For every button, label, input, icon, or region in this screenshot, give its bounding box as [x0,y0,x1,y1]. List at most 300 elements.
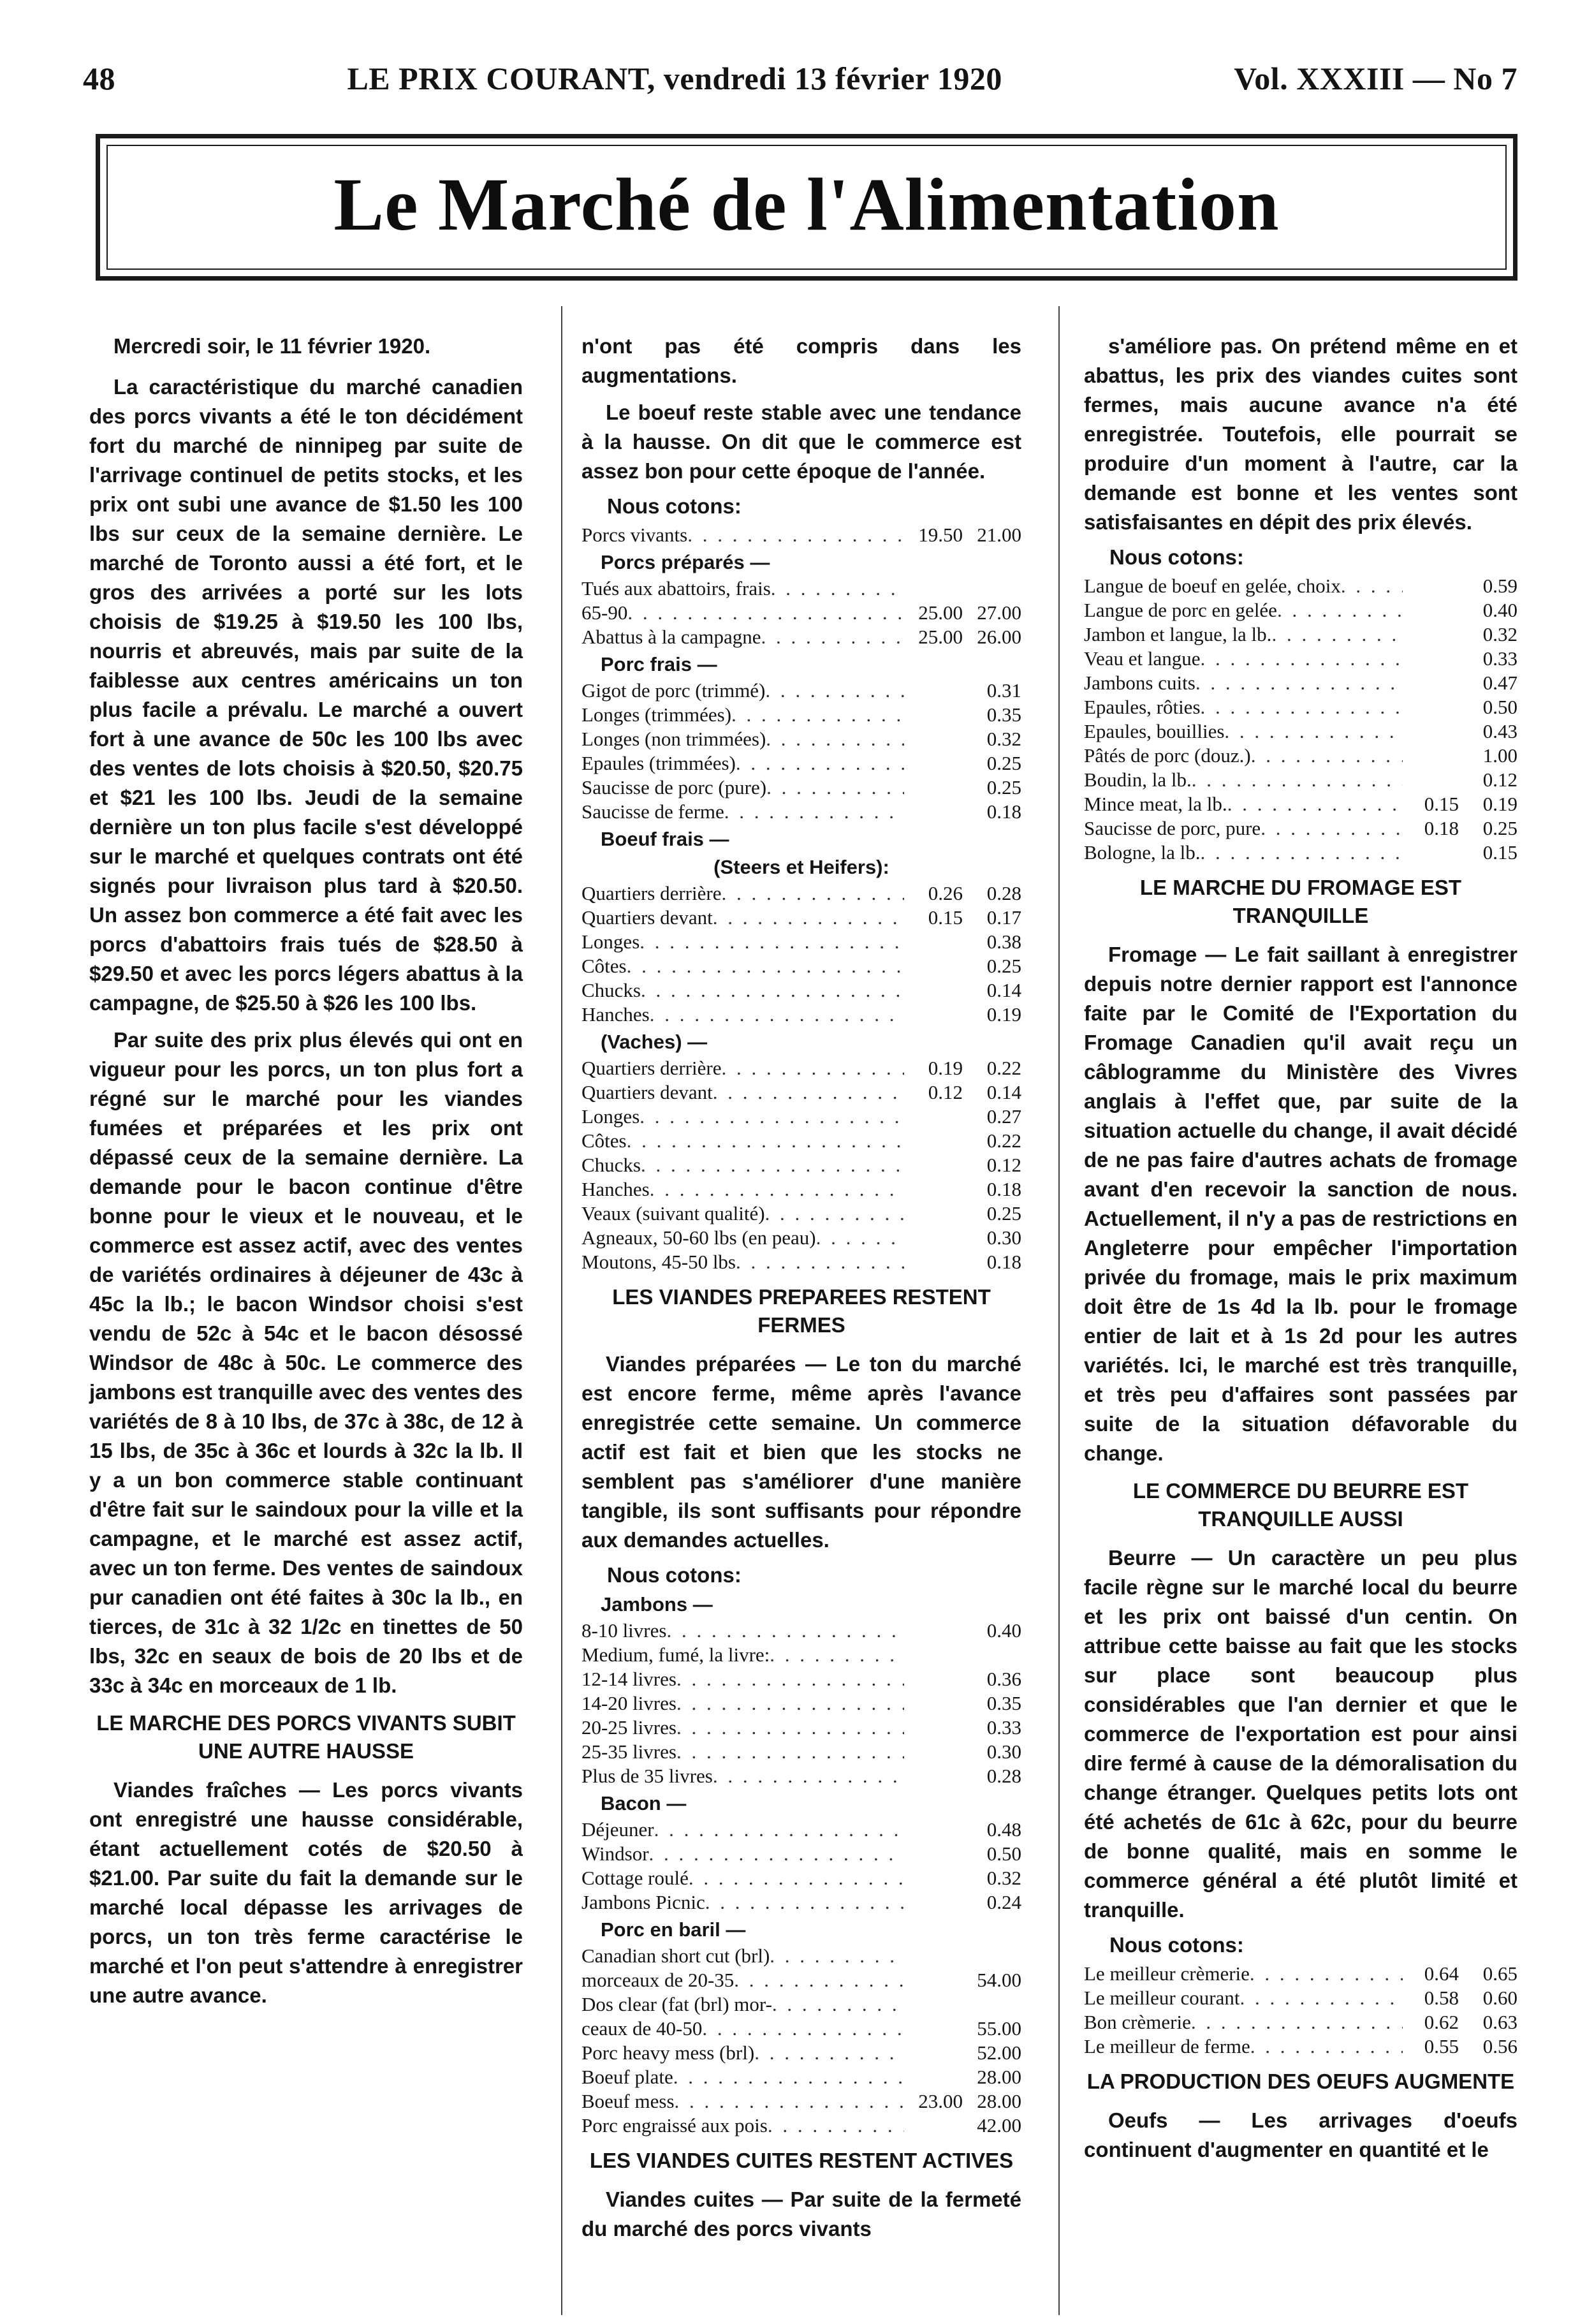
price-label: Déjeuner [581,1818,654,1841]
leader-dots [676,1716,904,1740]
leader-dots [1224,719,1403,744]
price-label: Veaux (suivant qualité) [581,1202,765,1225]
leader-dots [673,2065,904,2089]
leader-dots [689,1866,904,1890]
price-row [581,1716,1021,1740]
leader-dots [724,800,904,824]
leader-dots [676,1667,904,1691]
price-row [581,1842,1021,1866]
paragraph: Oeufs — Les arrivages d'oeufs continuent d'augmenter en quantité et le [1084,2108,1517,2161]
price-label: 14-20 livres [581,1692,676,1714]
price-label: Canadian short cut (brl) [581,1945,770,1967]
article-heading: LE COMMERCE DU BEURRE EST TRANQUILLE AUSSI [1132,1479,1469,1531]
leader-dots [770,1944,904,1968]
price-list [581,1944,1021,2138]
price-row [581,800,1021,824]
leader-dots [702,2017,904,2041]
leader-dots [627,1129,904,1153]
price-label: Longes (non trimmées) [581,728,766,750]
price-high: 0.18 [986,800,1021,823]
price-high: 0.18 [986,1178,1021,1200]
price-label: Jambon et langue, la lb. [1084,623,1272,645]
column-divider [1058,306,1060,2315]
price-label: Gigot de porc (trimmé) [581,679,766,702]
price-row [581,1866,1021,1890]
price-row [581,1202,1021,1226]
price-high: 28.00 [977,2066,1021,2088]
column-2 [581,332,1021,2251]
leader-dots [641,978,904,1003]
price-high: 26.00 [977,626,1021,648]
price-high: 0.14 [986,979,1021,1001]
price-list [581,881,1021,1027]
price-low: 25.00 [918,626,963,648]
leader-dots [666,1619,904,1643]
dateline: Mercredi soir, le 11 février 1920. [113,334,431,358]
price-high: 0.40 [986,1619,1021,1642]
price-low: 0.18 [1424,817,1459,839]
price-row [581,1080,1021,1105]
paragraph: s'améliore pas. On prétend même en et abattus, les prix des viandes cuites sont fermes, mais aucune avance n'a été enregistrée. Toutefois, elle pourrait se produire d'un moment à l'autre, car la demande est bonne et les ventes sont satisfaisantes en dépit des prix élevés. [1084,334,1517,534]
price-row [581,906,1021,930]
price-high: 0.28 [986,882,1021,904]
price-row [581,1667,1021,1691]
price-high: 0.22 [986,1129,1021,1152]
leader-dots [675,2089,904,2114]
price-label: Saucisse de ferme [581,800,724,823]
price-high: 0.30 [986,1226,1021,1249]
price-list [581,1818,1021,1915]
paragraph: Viandes préparées — Le ton du marché est encore ferme, même après l'avance enregistrée cette semaine. Un commerce actif est fait et bien que les stocks ne semblent pas s'améliorer d'une manière tangible, ils sont suffisants pour répondre aux demandes actuelles. [581,1352,1021,1552]
price-low: 0.55 [1424,2035,1459,2057]
running-header [83,50,1517,107]
leader-dots [1341,574,1403,598]
paragraph: La caractéristique du marché canadien des porcs vivants a été le ton décidément fort du marché de ninnipeg par suite de l'arrivage continuel de petits stocks, et les prix ont subi une avance de $1.50 les 100 lbs sur ceux de la semaine dernière. Le marché de Toronto aussi a été fort, et le gros des arrivées a porté sur les lots choisis de $19.25 à $19.50 les 100 lbs, nourris et abreuvés, mais par suite de la faiblesse aux centres américains un ton plus facile a prévalu. Le marché a ouvert fort à une avance de 50c les 100 lbs avec des ventes de lots choisis à $20.50, $20.75 et $21 les 100 lbs. Jeudi de la semaine dernière un ton plus facile s'est développé sur le marché et quelques contrats ont été signés pour livraison plus tard à $20.50. Un assez bon commerce a été fait avec les porcs d'abattoirs frais tués de $28.50 à $29.50 et avec les porcs légers abattus à la campagne, de $25.50 à $26 les 100 lbs. [89,375,523,1015]
price-row [1084,574,1517,598]
column-3 [1084,332,1517,2172]
price-label: Côtes [581,955,627,977]
price-high: 21.00 [977,524,1021,546]
leader-dots [1250,1962,1403,1986]
price-row [581,1968,1021,1992]
leader-dots [721,1056,904,1080]
price-high: 0.65 [1482,1962,1517,1985]
price-row [581,776,1021,800]
leader-dots [766,776,904,800]
price-label: Pâtés de porc (douz.) [1084,744,1251,767]
article-heading: LES VIANDES PREPAREES RESTENT FERMES [612,1285,991,1337]
price-high: 0.25 [986,776,1021,798]
price-label: Saucisse de porc (pure) [581,776,767,798]
price-high: 0.25 [986,1202,1021,1225]
price-label: Mince meat, la lb. [1084,793,1227,815]
price-row [1084,768,1517,792]
price-label: Porc engraissé aux pois [581,2114,768,2136]
price-high: 0.35 [986,703,1021,726]
price-low: 25.00 [918,601,963,624]
price-label: 65-90 [581,601,628,624]
price-row [581,679,1021,703]
price-label: Côtes [581,1129,627,1152]
price-high: 1.00 [1482,744,1517,767]
price-high: 0.15 [1482,841,1517,864]
price-label: Langue de porc en gelée [1084,599,1277,621]
leader-dots [1201,841,1403,865]
price-list [581,577,1021,649]
leader-dots [676,1740,904,1764]
price-row [1084,792,1517,816]
price-list [581,1619,1021,1788]
price-row [581,2065,1021,2089]
price-list [1084,1962,1517,2059]
price-row [1084,598,1517,622]
price-row [581,881,1021,906]
leader-dots [713,906,904,930]
price-label: Agneaux, 50-60 lbs (en peau) [581,1226,816,1249]
price-row [581,1250,1021,1274]
leader-dots [641,1153,904,1177]
price-high: 0.27 [986,1105,1021,1128]
price-list [1084,574,1517,865]
price-high: 0.63 [1482,2011,1517,2033]
leader-dots [734,1968,904,1992]
leader-dots [1192,768,1403,792]
price-row [581,2089,1021,2114]
article-heading: LE MARCHE DES PORCS VIVANTS SUBIT UNE AUTRE HAUSSE [96,1711,516,1763]
leader-dots [754,2041,904,2065]
price-row [1084,647,1517,671]
price-row [1084,816,1517,841]
price-row [581,978,1021,1003]
leader-dots [736,1250,904,1274]
category-label: (Steers et Heifers): [713,856,889,878]
price-high: 0.19 [1482,793,1517,815]
price-high: 0.18 [986,1251,1021,1273]
price-low: 0.64 [1424,1962,1459,1985]
leader-dots [687,523,904,547]
leader-dots [766,727,904,751]
category-label: (Vaches) — [601,1031,708,1053]
price-row [1084,671,1517,695]
article-heading: LE MARCHE DU FROMAGE EST TRANQUILLE [1139,876,1462,927]
leader-dots [649,1842,904,1866]
price-row [581,1105,1021,1129]
price-high: 0.56 [1482,2035,1517,2057]
price-row [581,1003,1021,1027]
section-banner [96,134,1517,281]
price-list [581,1056,1021,1274]
price-label: Jambons Picnic [581,1891,705,1913]
price-low: 0.58 [1424,1987,1459,2009]
price-row [581,1619,1021,1643]
price-high: 28.00 [977,2090,1021,2112]
price-row [1084,841,1517,865]
price-row [581,2041,1021,2065]
price-label: Moutons, 45-50 lbs [581,1251,736,1273]
price-label: Langue de boeuf en gelée, choix [1084,575,1341,597]
leader-dots [1227,792,1403,816]
article-heading: LA PRODUCTION DES OEUFS AUGMENTE [1086,2070,1515,2093]
paragraph: Le boeuf reste stable avec une tendance à la hausse. On dit que le commerce est assez bon pour cette époque de l'année. [581,401,1021,483]
price-label: Porc heavy mess (brl) [581,2041,755,2064]
leader-dots [1271,622,1403,647]
price-row [581,727,1021,751]
leader-dots [768,2114,904,2138]
price-high: 42.00 [977,2114,1021,2136]
price-label: Hanches [581,1178,650,1200]
leader-dots [705,1890,904,1915]
leader-dots [654,1818,904,1842]
leader-dots [713,1764,904,1788]
price-high: 0.12 [1482,769,1517,791]
leader-dots [627,954,904,978]
price-row [1084,719,1517,744]
paragraph: Viandes cuites — Par suite de la fermeté du marché des porcs vivants [581,2188,1021,2240]
price-label: Epaules (trimmées) [581,752,736,774]
price-row [581,1056,1021,1080]
price-list [581,679,1021,824]
price-row [581,1643,1021,1667]
price-label: Boudin, la lb. [1084,769,1192,791]
paragraph: Beurre — Un caractère un peu plus facile règne sur le marché local du beurre et les prix ont baissé d'un centin. On attribue cette baisse au fait que les stocks sur place sont beaucoup plus considérables que l'an dernier et que le commerce de l'exportation est pour ainsi dire fermé à cause de la démoralisation du change étranger. Quelques petits lots ont été achetés de 61c à 62c, pour du beurre de bonne qualité, mais en somme le commerce général a été plutôt limité et tranquille. [1084,1546,1517,1922]
price-high: 0.50 [1482,696,1517,718]
price-row [581,954,1021,978]
leader-dots [772,1992,904,2017]
price-high: 0.33 [986,1716,1021,1739]
price-label: Quartiers devant [581,1081,713,1103]
leader-dots [770,1643,904,1667]
price-list-heading: Nous cotons: [1109,545,1244,569]
price-label: Cottage roulé [581,1867,689,1889]
leader-dots [627,601,904,625]
price-row [581,1764,1021,1788]
price-high: 0.50 [986,1842,1021,1865]
price-row [581,1740,1021,1764]
price-high: 0.25 [986,955,1021,977]
price-high: 0.38 [986,930,1021,953]
leader-dots [1250,2034,1403,2059]
price-row [581,1129,1021,1153]
paragraph: n'ont pas été compris dans les augmentations. [581,334,1021,387]
price-label: Bologne, la lb. [1084,841,1201,864]
price-high: 0.25 [1482,817,1517,839]
leader-dots [1196,671,1403,695]
section-title: Le Marché de l'Alimentation [333,163,1280,246]
price-row [581,703,1021,727]
price-label: Saucisse de porc, pure [1084,817,1261,839]
price-row [1084,695,1517,719]
category-label: Bacon — [601,1792,687,1814]
price-row [581,577,1021,601]
price-label: Quartiers devant [581,906,713,929]
price-low: 19.50 [918,524,963,546]
leader-dots [816,1226,904,1250]
price-row [581,1818,1021,1842]
price-list-heading: Nous cotons: [607,1563,742,1587]
price-row [581,2114,1021,2138]
price-low: 0.62 [1424,2011,1459,2033]
leader-dots [736,751,904,776]
price-row [581,601,1021,625]
price-row [581,1944,1021,1968]
leader-dots [771,577,904,601]
price-high: 52.00 [977,2041,1021,2064]
price-label: Windsor [581,1842,649,1865]
leader-dots [1200,647,1403,671]
price-row [1084,2010,1517,2034]
price-high: 27.00 [977,601,1021,624]
price-label: morceaux de 20-35 [581,1969,735,1991]
price-row [581,1177,1021,1202]
paragraph: Fromage — Le fait saillant à enregistrer depuis notre dernier rapport est l'annonce faite par le Comité de l'Exportation du Fromage Canadien qu'il avait reçu un câblogramme du Ministère des Vivres anglais à l'effet que, par suite de la situation actuelle du change, il avait décidé de ne pas faire d'autres achats de fromage avant d'en recevoir la sanction de nous. Actuellement, il n'y a pas de restrictions en Angleterre pour empêcher l'importation privée du fromage, mais le prix maximum doit être de 1s 4d la lb. pour le fromage entier de lait et à 1s 2d pour les autres variétés. Ici, le marché est très tranquille, et très peu d'affaires sont passées par suite de la situation défavorable du change. [1084,943,1517,1465]
leader-dots [1251,744,1403,768]
leader-dots [713,1080,904,1105]
price-row [581,751,1021,776]
price-high: 0.32 [986,1867,1021,1889]
price-low: 23.00 [918,2090,963,2112]
column-divider [561,306,562,2315]
leader-dots [640,1105,904,1129]
price-high: 54.00 [977,1969,1021,1991]
volume-number: Vol. XXXIII — No 7 [1234,61,1517,96]
price-high: 0.19 [986,1003,1021,1026]
price-high: 0.43 [1482,720,1517,742]
price-high: 0.24 [986,1891,1021,1913]
price-low: 0.12 [928,1081,963,1103]
price-label: 25-35 livres [581,1740,676,1763]
category-label: Porcs préparés — [601,551,770,573]
price-high: 0.12 [986,1154,1021,1176]
page-number: 48 [83,61,115,96]
price-high: 0.25 [986,752,1021,774]
price-label: 12-14 livres [581,1668,676,1690]
price-high: 0.40 [1482,599,1517,621]
price-label: Longes (trimmées) [581,703,732,726]
price-label: Boeuf mess [581,2090,675,2112]
price-high: 0.59 [1482,575,1517,597]
price-high: 0.33 [1482,647,1517,670]
paragraph: Viandes fraîches — Les porcs vivants ont enregistré une hausse considérable, étant actuellement cotés de $20.50 à $21.00. Par suite du fait la demande sur le marché local dépasse les arrivages de porcs, un ton très ferme caractérise le marché et l'on peut s'attendre à enregistrer une autre avance. [89,1778,523,2007]
price-label: Quartiers derrière [581,1057,722,1079]
price-label: Medium, fumé, la livre: [581,1644,770,1666]
price-label: Abattus à la campagne [581,626,761,648]
price-row [581,1226,1021,1250]
price-label: Plus de 35 livres [581,1765,713,1787]
price-label: Bon crèmerie [1084,2011,1191,2033]
price-high: 0.60 [1482,1987,1517,2009]
price-high: 0.17 [986,906,1021,929]
price-high: 0.36 [986,1668,1021,1690]
price-row [1084,622,1517,647]
leader-dots [761,625,904,649]
price-high: 0.32 [986,728,1021,750]
price-label: Boeuf plate [581,2066,673,2088]
price-high: 0.28 [986,1765,1021,1787]
price-high: 0.48 [986,1818,1021,1841]
price-label: Longes [581,930,640,953]
leader-dots [731,703,904,727]
price-high: 0.32 [1482,623,1517,645]
price-row [1084,744,1517,768]
price-low: 0.19 [928,1057,963,1079]
price-row [1084,1986,1517,2010]
price-label: Le meilleur crèmerie [1084,1962,1250,1985]
price-high: 0.47 [1482,672,1517,694]
price-label: Dos clear (fat (brl) mor- [581,1993,772,2015]
leader-dots [650,1003,904,1027]
category-label: Porc frais — [601,653,717,675]
price-high: 0.14 [986,1081,1021,1103]
price-list-heading: Nous cotons: [1109,1933,1244,1957]
price-label: Hanches [581,1003,650,1026]
leader-dots [721,881,904,906]
category-label: Boeuf frais — [601,828,729,850]
price-low: 0.26 [928,882,963,904]
price-row [1084,2034,1517,2059]
price-high: 0.31 [986,679,1021,702]
leader-dots [1261,816,1403,841]
leader-dots [765,1202,904,1226]
price-label: Porcs vivants [581,524,688,546]
price-label: Longes [581,1105,640,1128]
price-high: 0.30 [986,1740,1021,1763]
price-list-heading: Nous cotons: [607,494,742,518]
article-heading: LES VIANDES CUITES RESTENT ACTIVES [589,2149,1014,2172]
price-row [581,1890,1021,1915]
leader-dots [640,930,904,954]
price-label: Epaules, rôties [1084,696,1201,718]
price-label: Chucks [581,979,641,1001]
price-label: 8-10 livres [581,1619,667,1642]
column-1 [89,332,523,2018]
price-row [581,523,1021,547]
price-label: ceaux de 40-50 [581,2017,703,2040]
leader-dots [1201,695,1403,719]
publication-title: LE PRIX COURANT, vendredi 13 février 1920 [347,61,1002,96]
price-label: Veau et langue [1084,647,1201,670]
price-label: Epaules, bouillies [1084,720,1225,742]
price-row [581,1691,1021,1716]
price-low: 0.15 [928,906,963,929]
leader-dots [676,1691,904,1716]
leader-dots [1239,1986,1403,2010]
price-row [581,1153,1021,1177]
price-row [581,930,1021,954]
price-label: Quartiers derrière [581,882,722,904]
price-label: Jambons cuits [1084,672,1196,694]
leader-dots [1277,598,1403,622]
category-label: Jambons — [601,1593,713,1615]
price-high: 55.00 [977,2017,1021,2040]
price-row [581,2017,1021,2041]
price-high: 0.35 [986,1692,1021,1714]
leader-dots [765,679,904,703]
leader-dots [1191,2010,1403,2034]
price-high: 0.22 [986,1057,1021,1079]
price-label: Le meilleur courant [1084,1987,1240,2009]
price-row [581,1992,1021,2017]
price-list [581,523,1021,547]
price-row [581,625,1021,649]
price-low: 0.15 [1424,793,1459,815]
leader-dots [650,1177,904,1202]
price-row [1084,1962,1517,1986]
price-label: Chucks [581,1154,641,1176]
price-label: 20-25 livres [581,1716,676,1739]
paragraph: Par suite des prix plus élevés qui ont en vigueur pour les porcs, un ton plus fort a régné sur le marché pour les viandes fumées et préparées et les prix ont dépassé ceux de la semaine dernière. La demande pour le bacon continue d'être bonne pour le vieux et le nouveau, et le commerce est assez actif, avec des ventes de variétés ordinaires à déjeuner de 43c à 45c la lb.; le bacon Windsor choisi s'est vendu de 52c à 54c et le bacon désossé Windsor de 48c à 50c. Le commerce des jambons est tranquille avec des ventes des variétés de 8 à 10 lbs, de 37c à 38c, de 12 à 15 lbs, de 35c à 36c et lourds à 32c la lb. Il y a un bon commerce stable continuant d'être fait sur le saindoux pour la ville et la campagne, et le marché est assez actif, avec un ton ferme. Des ventes de saindoux pur canadien ont été faites à 30c la lb., en tierces, de 31c à 32 1/2c en tinettes de 50 lbs, 32c en seaux de bois de 20 lbs et de 33c à 34c en morceaux de 1 lb. [89,1028,523,1697]
price-label: Tués aux abattoirs, frais [581,577,771,599]
price-label: Le meilleur de ferme [1084,2035,1250,2057]
